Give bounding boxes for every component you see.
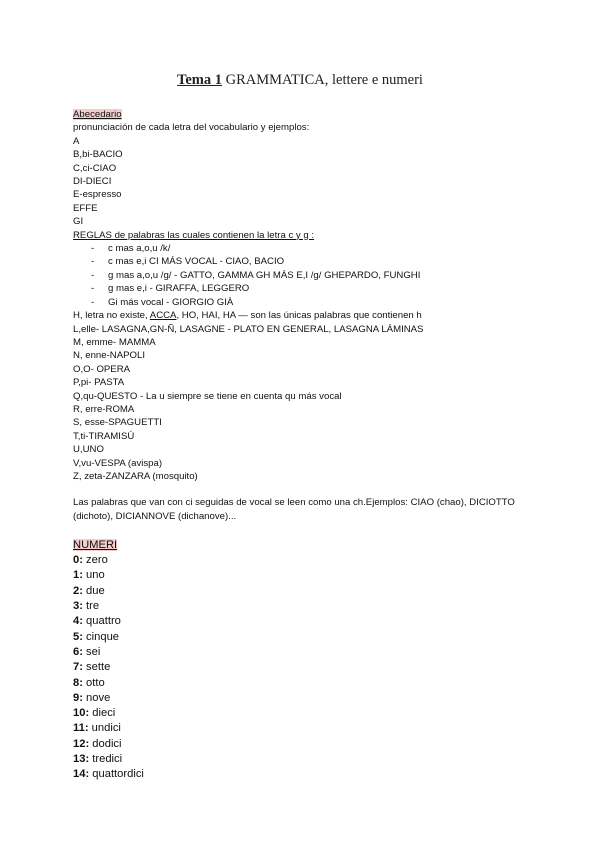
h-line-acca: ACCA — [149, 310, 177, 322]
number-word: dieci — [89, 707, 116, 720]
number-item — [73, 553, 543, 568]
numeri-list — [73, 553, 543, 782]
letter-line: P,pi- PASTA — [73, 377, 125, 389]
number-item — [73, 767, 543, 782]
h-line-after: , HO, HAI, HA — son las únicas palabras que contienen h — [176, 310, 422, 322]
letter-line: N, enne-NAPOLI — [73, 350, 145, 362]
number-digit: 13: — [73, 753, 90, 766]
letter-line: EFFE — [73, 202, 98, 214]
number-word: tre — [82, 600, 100, 613]
letter-line: DI-DIECI — [73, 176, 112, 188]
number-word: sei — [82, 645, 101, 658]
number-word: undici — [88, 722, 121, 735]
letter-line: O,O- OPERA — [73, 363, 131, 375]
reglas-list — [73, 242, 543, 309]
number-item — [73, 737, 543, 752]
number-digit: 9: — [73, 691, 83, 704]
number-word: nove — [82, 691, 111, 704]
h-line-before: H, letra no existe, — [73, 310, 150, 322]
number-item — [73, 584, 543, 599]
number-word: zero — [82, 554, 108, 567]
number-item — [73, 691, 543, 706]
letter-line: E-espresso — [73, 189, 122, 201]
letter-line: B,bi-BACIO — [73, 149, 123, 161]
letter-line: A — [73, 135, 80, 147]
number-digit: 14: — [73, 768, 90, 781]
letter-line: M, emme- MAMMA — [73, 336, 156, 348]
number-digit: 7: — [73, 661, 83, 674]
letter-line: T,ti-TIRAMISÚ — [73, 430, 135, 442]
number-digit: 8: — [73, 676, 83, 689]
regla-item: - Gi más vocal - GIORGIO GIÀ — [73, 296, 543, 309]
number-digit: 1: — [73, 569, 83, 582]
regla-item: - g mas e,i - GIRAFFA, LEGGERO — [73, 282, 543, 295]
number-word: due — [82, 584, 105, 597]
number-item — [73, 721, 543, 736]
number-digit: 12: — [73, 737, 90, 750]
number-digit: 10: — [73, 707, 90, 720]
number-item — [73, 630, 543, 645]
number-word: sette — [82, 661, 111, 674]
number-item — [73, 568, 543, 583]
number-item — [73, 706, 543, 721]
number-word: dodici — [89, 737, 122, 750]
number-item — [73, 660, 543, 675]
abecedario-intro: pronunciación de cada letra del vocabulario y ejemplos: — [73, 122, 310, 134]
abecedario-heading: Abecedario — [73, 109, 122, 120]
letters-top-list — [73, 135, 543, 229]
letter-line: V,vu-VESPA (avispa) — [73, 457, 163, 469]
number-digit: 0: — [73, 554, 83, 567]
h-letter-line — [73, 309, 543, 322]
letter-line: R, erre-ROMA — [73, 403, 135, 415]
number-digit: 3: — [73, 600, 83, 613]
regla-item: - c mas e,i CI MÁS VOCAL - CIAO, BACIO — [73, 255, 543, 268]
letter-line: C,ci-CIAO — [73, 162, 117, 174]
letters-bottom-list — [73, 323, 543, 484]
number-word: uno — [82, 569, 105, 582]
number-item — [73, 676, 543, 691]
number-digit: 11: — [73, 722, 89, 735]
number-word: otto — [82, 676, 105, 689]
letter-line: S, esse-SPAGUETTI — [73, 417, 162, 429]
number-item — [73, 614, 543, 629]
number-item — [73, 752, 543, 767]
title-topic: Tema 1 — [177, 72, 223, 88]
regla-item: - g mas a,o,u /g/ - GATTO, GAMMA GH MÁS E,I /g/ GHEPARDO, FUNGHI — [73, 269, 543, 282]
reglas-heading: REGLAS de palabras las cuales contienen la letra c y g : — [73, 229, 315, 241]
regla-item: - c mas a,o,u /k/ — [73, 242, 543, 255]
number-digit: 4: — [73, 615, 83, 628]
letter-line: GI — [73, 216, 84, 228]
title-subject: GRAMMATICA, lettere e numeri — [222, 72, 423, 88]
document-body — [73, 108, 543, 783]
ci-pronunciation-note: Las palabras que van con ci seguidas de vocal se leen como una ch.Ejemplos: CIAO (chao), DICIOTTO (dichoto), DICIANNOVE (dichanove)... — [73, 497, 515, 522]
number-item — [73, 645, 543, 660]
page-title — [0, 72, 600, 89]
letter-line: Z, zeta-ZANZARA (mosquito) — [73, 470, 198, 482]
letter-line: Q,qu-QUESTO - La u siempre se tiene en cuenta qu más vocal — [73, 390, 342, 402]
numeri-heading: NUMERI — [73, 539, 118, 552]
letter-line: L,elle- LASAGNA,GN-Ñ, LASAGNE - PLATO EN GENERAL, LASAGNA LÁMINAS — [73, 323, 424, 335]
number-word: quattordici — [89, 768, 144, 781]
number-digit: 6: — [73, 645, 83, 658]
letter-line: U,UNO — [73, 444, 104, 456]
number-item — [73, 599, 543, 614]
number-word: tredici — [89, 753, 123, 766]
number-digit: 5: — [73, 630, 83, 643]
number-digit: 2: — [73, 584, 83, 597]
number-word: quattro — [82, 615, 121, 628]
number-word: cinque — [82, 630, 120, 643]
